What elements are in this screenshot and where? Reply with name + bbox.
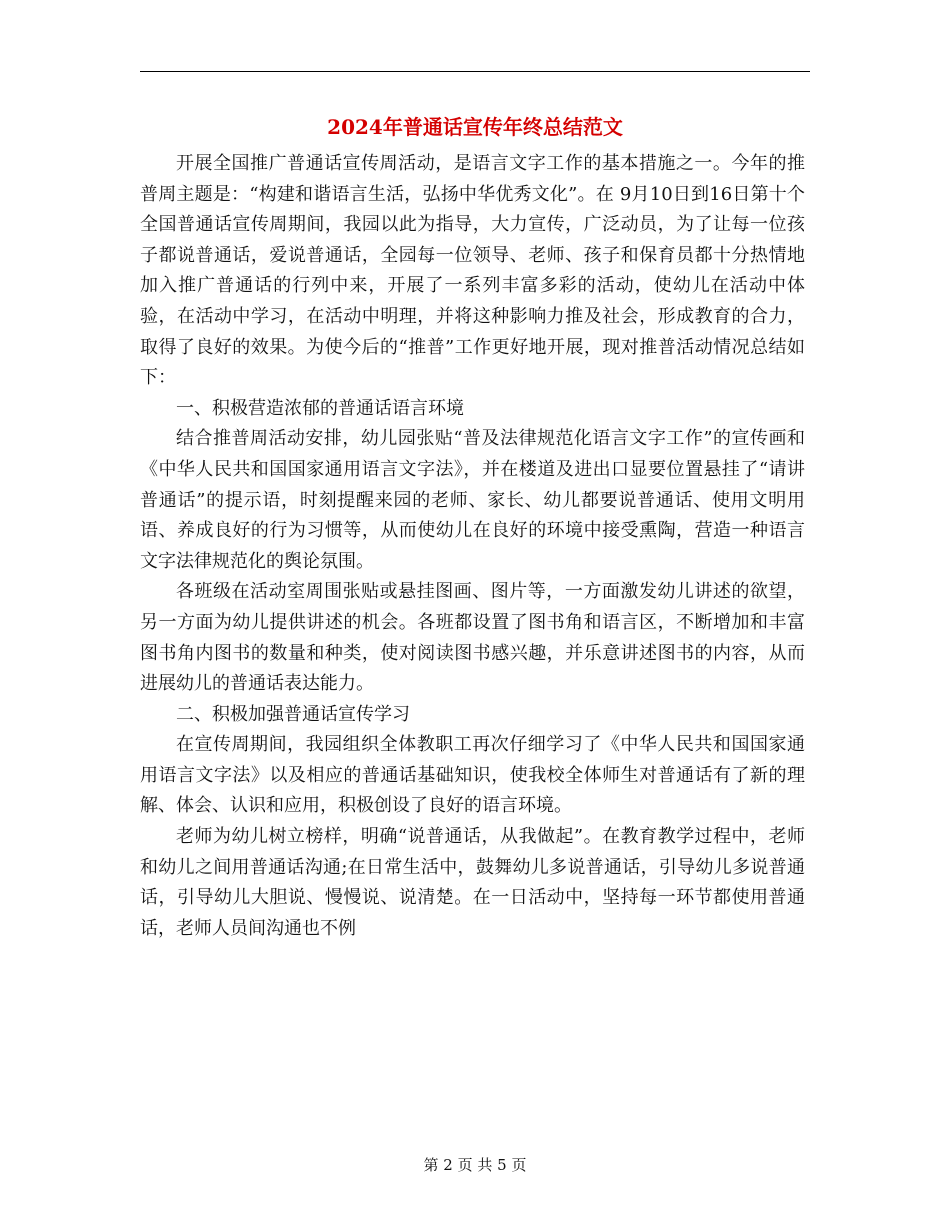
section-heading-1: 一、积极营造浓郁的普通话语言环境 (176, 397, 464, 419)
header-rule (140, 71, 810, 72)
paragraph-study: 在宣传周期间，我园组织全体教职工再次仔细学习了《中华人民共和国国家通用语言文字法》以及相应的普通话基础知识，使我校全体师生对普通话有了新的理解、体会、认识和应用，积极创设了良好的语言环境。 (140, 734, 805, 817)
section-heading-2: 二、积极加强普通话宣传学习 (176, 703, 410, 725)
paragraph-teachers: 老师为幼儿树立榜样，明确“说普通话，从我做起”。在教育教学过程中，老师和幼儿之间用普通话沟通;在日常生活中，鼓舞幼儿多说普通话，引导幼儿多说普通话，引导幼儿大胆说、慢慢说、说清楚。在一日活动中，坚持每一环节都使用普通话，老师人员间沟通也不例 (140, 826, 805, 939)
paragraph-environment: 结合推普周活动安排，幼儿园张贴“普及法律规范化语言文字工作”的宣传画和《中华人民共和国国家通用语言文字法》，并在楼道及进出口显要位置悬挂了“请讲普通话”的提示语，时刻提醒来园的老师、家长、幼儿都要说普通话、使用文明用语、养成良好的行为习惯等，从而使幼儿在良好的环境中接受熏陶，营造一种语言文字法律规范化的舆论氛围。 (140, 428, 805, 572)
paragraph-classrooms: 各班级在活动室周围张贴或悬挂图画、图片等，一方面激发幼儿讲述的欲望，另一方面为幼儿提供讲述的机会。各班都设置了图书角和语言区，不断增加和丰富图书角内图书的数量和种类，使对阅读图书感兴趣，并乐意讲述图书的内容，从而进展幼儿的普通话表达能力。 (140, 581, 805, 695)
paragraph-intro: 开展全国推广普通话宣传周活动，是语言文字工作的基本措施之一。今年的推普周主题是：“构建和谐语言生活，弘扬中华优秀文化”。在 9月10日到16日第十个全国普通话宣传周期间，我园以此为指导，大力宣传，广泛动员，为了让每一位孩子都说普通话，爱说普通话，全园每一位领导、老师、孩子和保育员都十分热情地加入推广普通话的行列中来，开展了一系列丰富多彩的活动，使幼儿在活动中体验，在活动中学习，在活动中明理，并将这种影响力推及社会，形成教育的合力，取得了良好的效果。为使今后的“推普”工作更好地开展，现对推普活动情况总结如下： (140, 153, 805, 389)
document-body (140, 149, 805, 944)
document-title: 2024年普通话宣传年终总结范文 (327, 115, 623, 139)
page-number: 第 2 页 共 5 页 (423, 1156, 527, 1174)
